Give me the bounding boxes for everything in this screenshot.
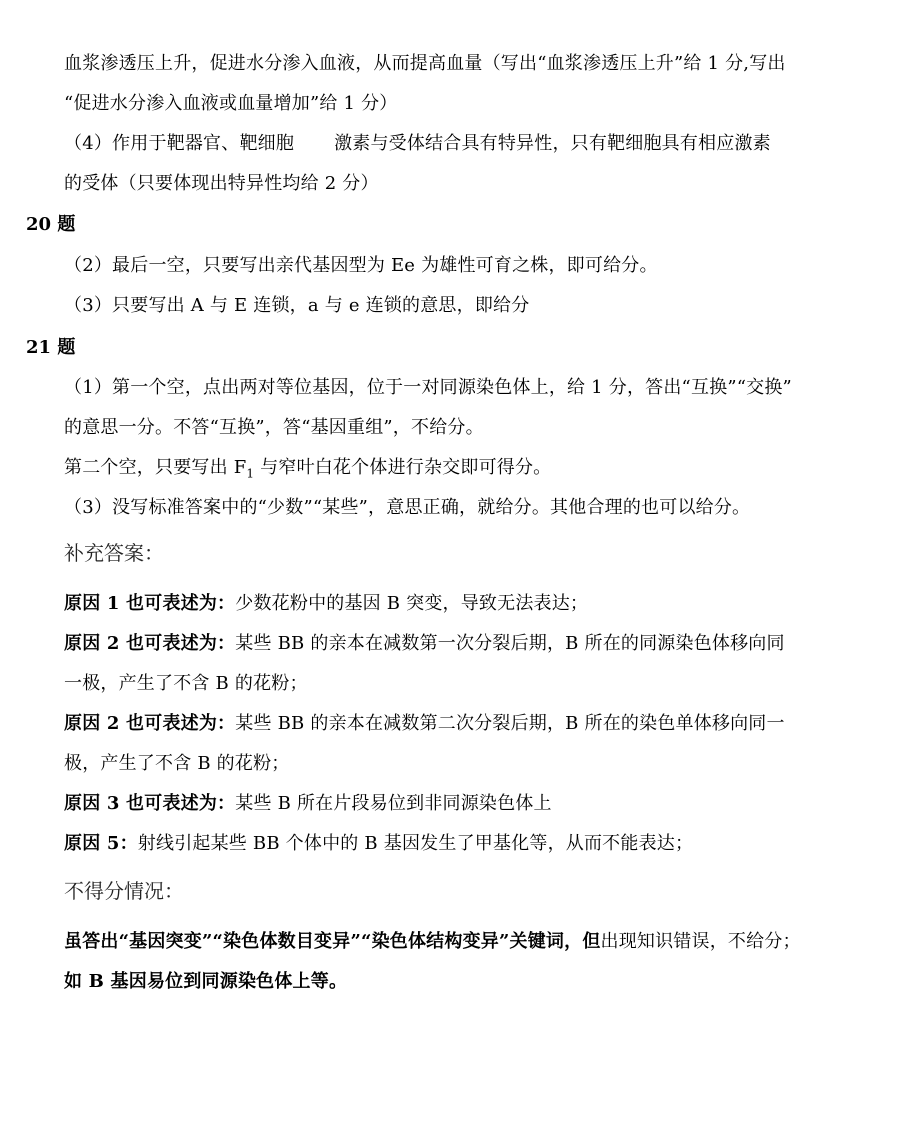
no-score-line-1-a: 虽答出“基因突变”“染色体数目变异”“染色体结构变异”关键词，但: [64, 931, 601, 952]
reason-2a-text: 某些 BB 的亲本在减数第一次分裂后期，B 所在的同源染色体移向同: [235, 633, 785, 654]
q19-line-4: 的受体（只要体现出特异性均给 2 分）: [64, 173, 379, 194]
q20-heading: 20 题: [26, 214, 76, 235]
reason-5: [64, 832, 693, 856]
q21-line-1: （1）第一个空，点出两对等位基因，位于一对同源染色体上，给 1 分，答出“互换”“交换”: [64, 377, 792, 398]
q20-line-2: （3）只要写出 A 与 E 连锁，a 与 e 连锁的意思，即给分: [64, 295, 530, 316]
reason-2a-cont: 一极，产生了不含 B 的花粉；: [64, 673, 308, 694]
q21-heading: 21 题: [26, 337, 76, 358]
q21-line-3-a: 第二个空，只要写出 F: [64, 457, 247, 478]
no-score-line-2: 如 B 基因易位到同源染色体上等。: [64, 971, 348, 992]
reason-2a-label: 原因 2 也可表述为：: [64, 633, 236, 654]
q21-line-3-b: 与窄叶白花个体进行杂交即可得分。: [254, 457, 552, 478]
reason-3-text: 某些 B 所在片段易位到非同源染色体上: [235, 793, 552, 814]
reason-3: [64, 792, 552, 816]
q21-line-4: （3）没写标准答案中的“少数”“某些”，意思正确，就给分。其他合理的也可以给分。: [64, 497, 751, 518]
q19-line-3: [64, 132, 771, 156]
reason-2a: [64, 632, 785, 656]
q19-part4-b: 激素与受体结合具有特异性，只有靶细胞具有相应激素: [334, 133, 771, 154]
reason-2b: [64, 712, 785, 736]
reason-5-text: 射线引起某些 BB 个体中的 B 基因发生了甲基化等，从而不能表达；: [137, 833, 694, 854]
q21-f1-subscript: 1: [246, 466, 255, 481]
q21-line-2: 的意思一分。不答“互换”，答“基因重组”，不给分。: [64, 417, 484, 438]
reason-1-label: 原因 1 也可表述为：: [64, 593, 236, 614]
no-score-title: 不得分情况：: [64, 879, 184, 903]
reason-3-label: 原因 3 也可表述为：: [64, 793, 236, 814]
q21-line-3: [64, 456, 551, 486]
no-score-line-1: [64, 930, 801, 954]
q19-line-1: 血浆渗透压上升，促进水分渗入血液，从而提高血量（写出“血浆渗透压上升”给 1 分,写出: [64, 53, 786, 74]
reason-2b-cont: 极，产生了不含 B 的花粉；: [64, 753, 290, 774]
reason-1: [64, 592, 588, 616]
q19-part4-a: （4）作用于靶器官、靶细胞: [64, 133, 295, 154]
reason-2b-label: 原因 2 也可表述为：: [64, 713, 236, 734]
reason-5-label: 原因 5：: [64, 833, 138, 854]
q19-line-2: “促进水分渗入血液或血量增加”给 1 分）: [64, 93, 398, 114]
q20-line-1: （2）最后一空，只要写出亲代基因型为 Ee 为雄性可育之株，即可给分。: [64, 255, 658, 276]
supplement-title: 补充答案：: [64, 541, 164, 565]
reason-1-text: 少数花粉中的基因 B 突变，导致无法表达；: [235, 593, 589, 614]
reason-2b-text: 某些 BB 的亲本在减数第二次分裂后期，B 所在的染色单体移向同一: [235, 713, 785, 734]
no-score-line-1-b: 出现知识错误，不给分；: [600, 931, 801, 952]
